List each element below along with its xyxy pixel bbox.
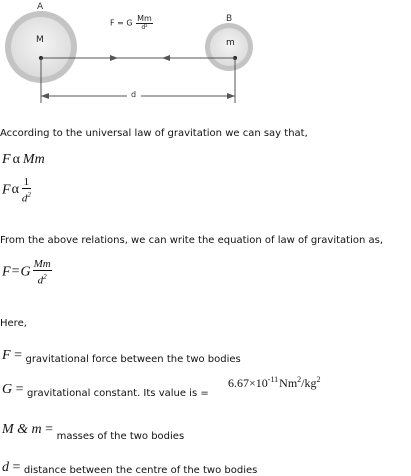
- relation-2-sym: α: [11, 182, 19, 198]
- definition-d: [2, 456, 257, 476]
- mass-a-label: M: [36, 35, 44, 45]
- g-value-per-exp: 2: [316, 375, 321, 384]
- law-num: Mm: [33, 258, 51, 270]
- def-d-desc: distance between the centre of the two bodies: [23, 465, 258, 476]
- def-f-desc: gravitational force between the two bodies: [25, 354, 241, 365]
- distance-label: d: [131, 90, 137, 99]
- def-d-symbol: d: [2, 460, 9, 475]
- relation-1-lhs: F: [2, 152, 11, 167]
- relation-2-num: 1: [23, 176, 30, 188]
- relation-2-fraction: [22, 176, 31, 205]
- law-eq: =: [11, 264, 20, 280]
- distance-arrow-right-icon: [227, 93, 235, 99]
- label-a: A: [37, 2, 44, 12]
- law-den: d: [37, 274, 44, 287]
- def-mm-desc: masses of the two bodies: [56, 431, 185, 442]
- diagram-formula-num: Mm: [137, 14, 152, 23]
- relation-1-rhs: Mm: [22, 152, 45, 167]
- distance-arrow-left-icon: [41, 93, 49, 99]
- law-lhs: F: [2, 264, 11, 280]
- def-g-symbol: G: [2, 382, 13, 397]
- def-f-symbol: F: [2, 348, 11, 363]
- diagram-formula-den: d²: [141, 24, 148, 31]
- relation-2-exp: 2: [27, 191, 31, 199]
- g-value: [228, 375, 321, 391]
- relation-2: [2, 176, 31, 205]
- definition-mm: [2, 418, 185, 442]
- diagram-formula-lhs: F = G: [110, 18, 133, 28]
- law-exp: 2: [43, 273, 47, 281]
- g-value-exp: -11: [267, 375, 279, 384]
- derive-text: From the above relations, we can write the equation of law of gravitation as,: [0, 235, 384, 246]
- diagram-formula-fraction: [136, 14, 153, 32]
- law-g: G: [20, 264, 31, 280]
- g-value-per: /kg: [301, 376, 317, 390]
- here-text: Here,: [0, 318, 27, 329]
- def-g-eq: =: [12, 382, 28, 397]
- relation-2-lhs: F: [2, 182, 11, 198]
- law-equation: [2, 258, 52, 287]
- g-value-mantissa: 6.67×10: [228, 376, 268, 390]
- law-fraction: [33, 258, 52, 287]
- definition-g: [2, 378, 209, 398]
- definition-f: [2, 344, 241, 364]
- g-value-unit: Nm: [279, 376, 298, 390]
- mass-b-label: m: [226, 38, 235, 48]
- relation-2-den: d: [21, 192, 28, 205]
- def-mm-symbol: M & m: [2, 422, 42, 437]
- label-b: B: [226, 14, 233, 24]
- intro-text: According to the universal law of gravitation we can say that,: [0, 128, 308, 139]
- arrow-right: [110, 55, 118, 61]
- relation-1: [2, 152, 45, 168]
- diagram-formula: [110, 14, 153, 32]
- def-f-eq: =: [10, 348, 26, 363]
- def-g-desc: gravitational constant. Its value is =: [27, 388, 209, 399]
- def-d-eq: =: [9, 460, 24, 475]
- relation-1-sym: α: [12, 152, 20, 167]
- g-value-unit-exp: 2: [297, 375, 302, 384]
- def-mm-eq: =: [41, 422, 57, 437]
- arrow-left: [162, 55, 170, 61]
